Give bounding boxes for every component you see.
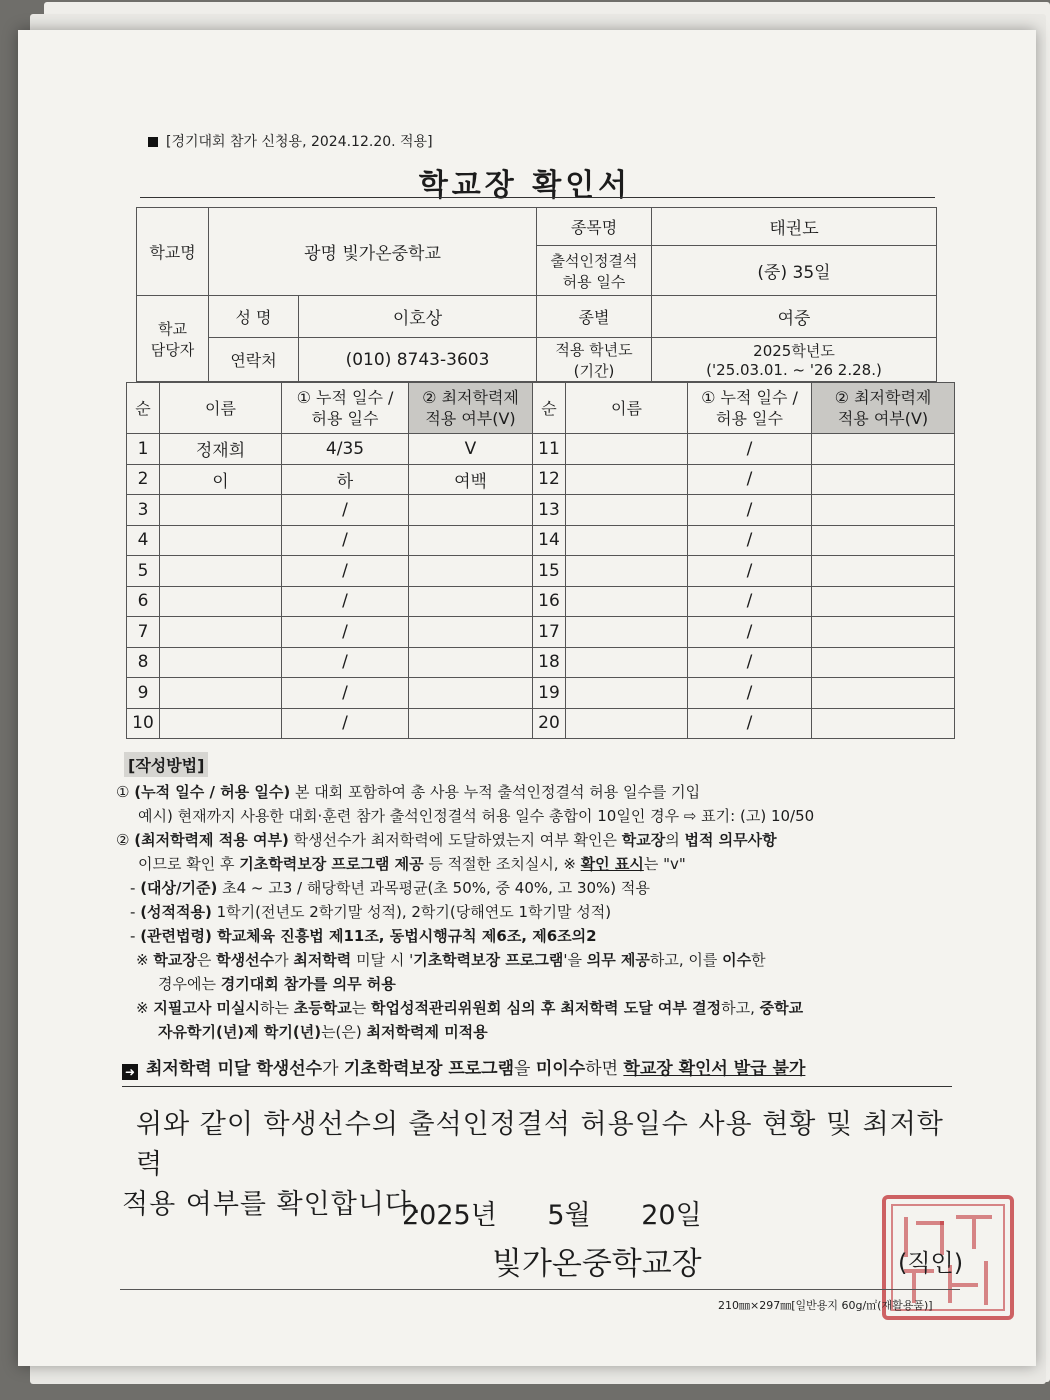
student-name [160,617,282,648]
min-standard-check [812,464,955,495]
cumulative-days: / [688,647,812,678]
min-standard-check [409,586,533,617]
col-header-no: 순 [127,383,160,434]
row-number: 18 [533,647,566,678]
manager-name-label: 성 명 [209,296,299,338]
square-bullet-icon [148,137,158,147]
instruction-item: ② (최저학력제 적용 여부) 학생선수가 최저학력에 도달하였는지 여부 확인은 학교장의 법적 의무사항 [116,831,777,849]
manager-contact-label: 연락처 [209,338,299,382]
cumulative-days: / [282,647,409,678]
student-name [160,708,282,739]
cumulative-days: / [688,495,812,526]
min-standard-check [812,556,955,587]
table-row [127,464,955,495]
student-name: 이 [160,464,282,495]
min-standard-check [409,525,533,556]
confirmation-statement: 위와 같이 학생선수의 출석인정결석 허용일수 사용 현황 및 최저학력 적용 여부를 확인합니다. [122,1109,944,1220]
row-number: 10 [127,708,160,739]
cumulative-days: / [688,434,812,465]
row-number: 14 [533,525,566,556]
cumulative-days: / [688,678,812,709]
signer-title: 빛가온중학교장 [492,1246,702,1282]
min-standard-check [409,556,533,587]
min-standard-check [812,708,955,739]
min-standard-check [409,708,533,739]
manager-label: 학교 담당자 [137,296,209,382]
student-name [566,617,688,648]
row-number: 3 [127,495,160,526]
school-name-label: 학교명 [137,208,209,296]
cumulative-days: 4/35 [282,434,409,465]
cumulative-days: / [688,708,812,739]
instructions [116,780,966,1044]
col-header-no: 순 [533,383,566,434]
cumulative-days: / [282,495,409,526]
row-number: 2 [127,464,160,495]
row-number: 1 [127,434,160,465]
student-name [566,556,688,587]
table-row [127,617,955,648]
row-number: 19 [533,678,566,709]
row-number: 12 [533,464,566,495]
warning-notice: ➜ 최저학력 미달 학생선수가 기초학력보장 프로그램을 미이수하면 학교장 확인서 발급 불가 [122,1054,952,1087]
row-number: 9 [127,678,160,709]
instruction-detail: - (성적적용) 1학기(전년도 2학기말 성적), 2학기(당해연도 1학기말 성적) [130,903,612,921]
row-number: 15 [533,556,566,587]
allowed-days-label: 출석인정결석 허용 일수 [537,246,652,296]
cumulative-days: / [282,586,409,617]
student-name [160,525,282,556]
min-standard-check [409,495,533,526]
type-label: 종별 [537,296,652,338]
event-label: 종목명 [537,208,652,246]
form-note: [경기대회 참가 신청용, 2024.12.20. 적용] [148,131,433,151]
academic-year-label: 적용 학년도 (기간) [537,338,652,382]
cumulative-days: 하 [282,464,409,495]
student-name [566,678,688,709]
min-standard-check [812,586,955,617]
instruction-example: 예시) 현재까지 사용한 대회·훈련 참가 출석인정결석 허용 일수 총합이 10일인 경우 ⇨ 표기: (고) 10/50 [138,807,815,825]
allowed-days-value: (중) 35일 [652,246,937,296]
min-standard-check: 여백 [409,464,533,495]
row-number: 4 [127,525,160,556]
instructions-title: [작성방법] [124,752,208,777]
row-number: 16 [533,586,566,617]
min-standard-check [409,617,533,648]
cumulative-days: / [282,525,409,556]
student-name: 정재희 [160,434,282,465]
table-row [127,708,955,739]
instruction-note: ※ 지필고사 미실시하는 초등학교는 학업성적관리위원회 심의 후 최저학력 도달 여부 결정하고, 중학교 [136,999,804,1017]
school-info-table [136,207,937,382]
document-title: 학교장 확인서 [418,168,632,203]
cumulative-days: / [688,464,812,495]
table-row [127,525,955,556]
student-name [566,708,688,739]
cumulative-days: / [688,525,812,556]
instruction-detail: - (대상/기준) 초4 ~ 고3 / 해당학년 과목평균(초 50%, 중 40%, 고 30%) 적용 [130,879,650,897]
cumulative-days: / [282,617,409,648]
min-standard-check [409,647,533,678]
student-name [566,647,688,678]
row-number: 8 [127,647,160,678]
manager-contact-value: (010) 8743-3603 [299,338,537,382]
table-row [127,678,955,709]
col-header-days: ① 누적 일수 / 허용 일수 [282,383,409,434]
col-header-name: 이름 [566,383,688,434]
cumulative-days: / [688,556,812,587]
academic-year-value: 2025학년도 ('25.03.01. ~ '26 2.28.) [652,338,937,382]
instruction-item-cont: 이므로 확인 후 기초학력보장 프로그램 제공 등 적절한 조치실시, ※ 확인 표시는 "v" [138,855,686,873]
table-row [127,647,955,678]
row-number: 5 [127,556,160,587]
cumulative-days: / [688,617,812,648]
min-standard-check: V [409,434,533,465]
instruction-note: ※ 학교장은 학생선수가 최저학력 미달 시 '기초학력보장 프로그램'을 의무 제공하고, 이를 이수한 [136,951,766,969]
min-standard-check [812,678,955,709]
row-number: 7 [127,617,160,648]
row-number: 6 [127,586,160,617]
instruction-note-cont: 자유학기(년)제 학기(년)는(은) 최저학력제 미적용 [158,1023,488,1041]
instruction-detail: - (관련법령) 학교체육 진흥법 제11조, 동법시행규칙 제6조, 제6조의2 [130,927,597,945]
student-name [566,495,688,526]
cumulative-days: / [282,708,409,739]
event-value: 태권도 [652,208,937,246]
min-standard-check [812,525,955,556]
manager-name-value: 이호상 [299,296,537,338]
student-name [566,434,688,465]
student-roster-table [126,382,955,739]
col-header-days: ① 누적 일수 / 허용 일수 [688,383,812,434]
instruction-item: ① (누적 일수 / 허용 일수) 본 대회 포함하여 총 사용 누적 출석인정결석 허용 일수를 기입 [116,783,701,801]
row-number: 17 [533,617,566,648]
student-name [566,464,688,495]
cumulative-days: / [282,678,409,709]
school-name-value: 광명 빛가온중학교 [209,208,537,296]
col-header-min-standard: ② 최저학력제 적용 여부(V) [812,383,955,434]
instruction-note-cont: 경우에는 경기대회 참가를 의무 허용 [158,975,396,993]
col-header-name: 이름 [160,383,282,434]
arrow-right-box-icon: ➜ [122,1064,138,1080]
cumulative-days: / [688,586,812,617]
type-value: 여중 [652,296,937,338]
student-name [160,586,282,617]
footer-divider [120,1289,960,1290]
row-number: 20 [533,708,566,739]
row-number: 11 [533,434,566,465]
col-header-min-standard: ② 최저학력제 적용 여부(V) [409,383,533,434]
issue-date: 2025년 5월 20일 [402,1200,702,1231]
seal-mark: (직인) [898,1249,964,1277]
paper-spec-footer: 210㎜×297㎜[일반용지 60g/㎡(재활용품)] [718,1299,933,1312]
student-name [160,556,282,587]
min-standard-check [812,647,955,678]
student-name [160,495,282,526]
min-standard-check [812,617,955,648]
table-row [127,556,955,587]
title-divider [140,197,935,198]
student-name [160,678,282,709]
student-name [160,647,282,678]
student-name [566,525,688,556]
table-row [127,434,955,465]
student-name [566,586,688,617]
min-standard-check [409,678,533,709]
min-standard-check [812,495,955,526]
cumulative-days: / [282,556,409,587]
row-number: 13 [533,495,566,526]
table-row [127,495,955,526]
table-row [127,586,955,617]
min-standard-check [812,434,955,465]
